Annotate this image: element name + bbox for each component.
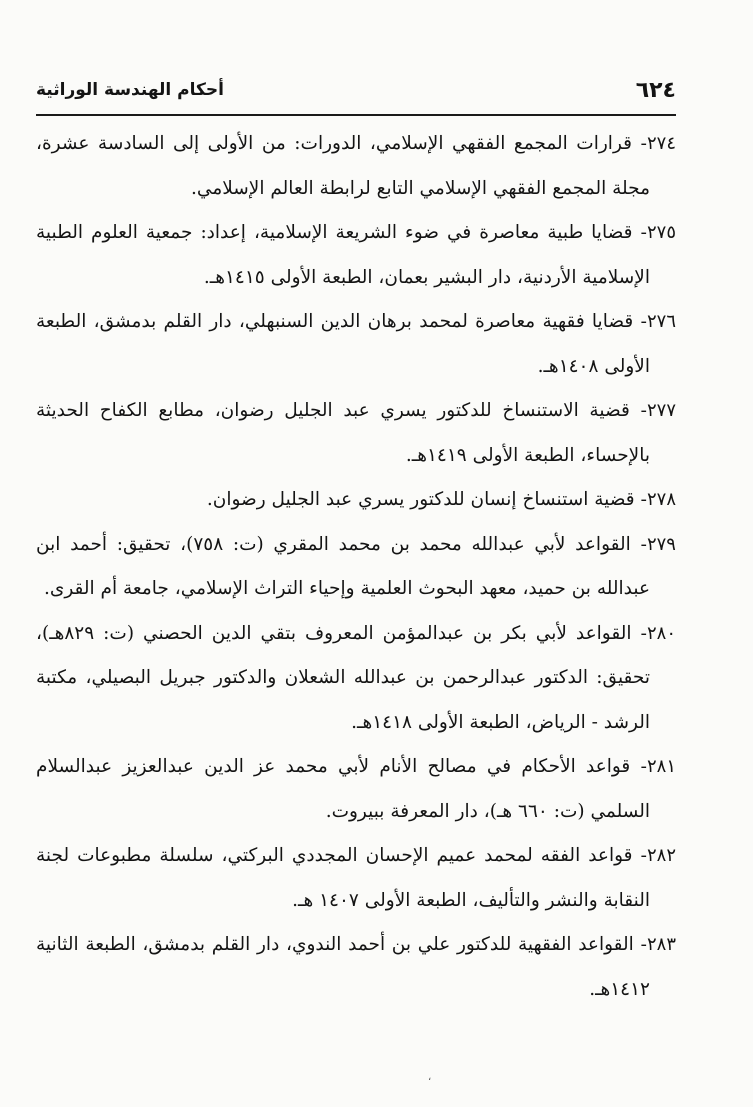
entry-number: ٢٨٠- — [640, 622, 676, 644]
entry-number: ٢٧٦- — [640, 311, 676, 332]
entry-text: القواعد لأبي عبدالله محمد بن محمد المقري (ت: ٧٥٨)، تحقيق: أحمد ابن عبدالله بن حميد، معهد البحوث العلمية وإحياء التراث الإسلامي، جامعة أم القرى. — [36, 533, 650, 599]
bibliography-list — [36, 122, 676, 1012]
running-title: أحكام الهندسة الوراثية — [36, 80, 224, 100]
bibliography-entry — [36, 745, 676, 834]
bibliography-entry — [36, 122, 676, 211]
entry-text: قضايا فقهية معاصرة لمحمد برهان الدين السنبهلي، دار القلم بدمشق، الطبعة الأولى ١٤٠٨هـ. — [36, 311, 650, 377]
entry-number: ٢٧٤- — [640, 133, 676, 154]
entry-number: ٢٧٨- — [640, 489, 676, 510]
page-header — [36, 74, 676, 116]
entry-number: ٢٨٣- — [640, 934, 676, 955]
footer-mark: ، — [428, 1072, 432, 1083]
entry-text: قواعد الأحكام في مصالح الأنام لأبي محمد عز الدين عبدالعزيز عبدالسلام السلمي (ت: ٦٦٠ هـ)، دار المعرفة ببيروت. — [36, 756, 650, 822]
bibliography-entry — [36, 478, 676, 523]
entry-text: قواعد الفقه لمحمد عميم الإحسان المجددي البركتي، سلسلة مطبوعات لجنة النقابة والنشر والتأليف، الطبعة الأولى ١٤٠٧ هـ. — [36, 845, 650, 911]
entry-number: ٢٧٥- — [640, 222, 676, 243]
bibliography-entry — [36, 389, 676, 478]
bibliography-entry — [36, 923, 676, 1012]
entry-text: قضايا طبية معاصرة في ضوء الشريعة الإسلامية، إعداد: جمعية العلوم الطبية الإسلامية الأردنية، دار البشير بعمان، الطبعة الأولى ١٤١٥هـ. — [36, 222, 650, 288]
entry-text: قضية الاستنساخ للدكتور يسري عبد الجليل رضوان، مطابع الكفاح الحديثة بالإحساء، الطبعة الأولى ١٤١٩هـ. — [36, 400, 650, 466]
bibliography-entry — [36, 211, 676, 300]
bibliography-entry — [36, 300, 676, 389]
bibliography-entry — [36, 834, 676, 923]
bibliography-entry — [36, 612, 676, 746]
bibliography-entry — [36, 523, 676, 612]
page-number: ٦٢٤ — [635, 78, 676, 103]
entry-number: ٢٧٩- — [640, 533, 676, 555]
entry-text: القواعد الفقهية للدكتور علي بن أحمد الندوي، دار القلم بدمشق، الطبعة الثانية ١٤١٢هـ. — [36, 934, 650, 1000]
entry-number: ٢٨٢- — [640, 845, 676, 866]
entry-text: القواعد لأبي بكر بن عبدالمؤمن المعروف بتقي الدين الحصني (ت: ٨٢٩هـ)، تحقيق: الدكتور عبدالرحمن بن عبدالله الشعلان والدكتور جبريل البصيلي، مكتبة الرشد - الرياض، الطبعة الأولى ١٤١٨هـ. — [36, 622, 650, 733]
entry-text: قرارات المجمع الفقهي الإسلامي، الدورات: من الأولى إلى السادسة عشرة، مجلة المجمع الفقهي الإسلامي التابع لرابطة العالم الإسلامي. — [36, 133, 650, 199]
entry-number: ٢٧٧- — [640, 400, 676, 421]
entry-number: ٢٨١- — [640, 756, 676, 777]
entry-text: قضية استنساخ إنسان للدكتور يسري عبد الجليل رضوان. — [206, 489, 641, 510]
